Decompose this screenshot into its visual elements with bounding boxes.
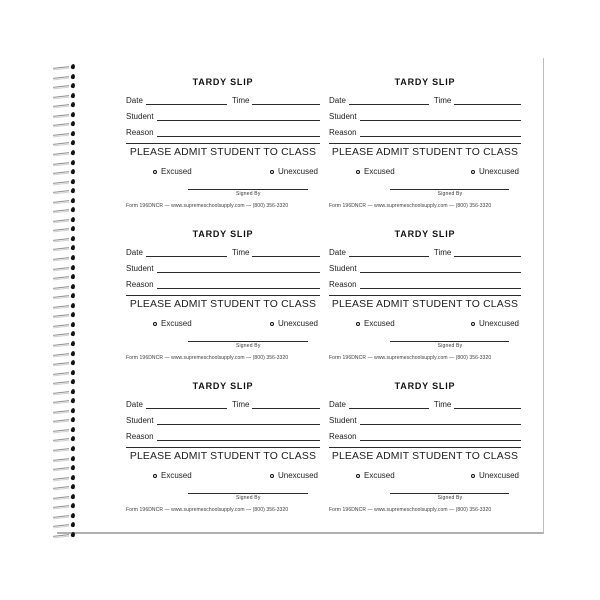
excused-option: [356, 471, 395, 480]
unexcused-option: [471, 319, 519, 328]
date-blank-line: [349, 95, 429, 105]
unexcused-checkbox-icon: [471, 322, 475, 326]
tardy-slip-form: [329, 77, 521, 209]
date-label: Date: [126, 400, 143, 409]
binding-loop: [52, 340, 77, 348]
section-divider: [126, 295, 320, 296]
signature-line: [390, 189, 509, 190]
unexcused-checkbox-icon: [270, 322, 274, 326]
excused-option: [153, 319, 192, 328]
excused-label: Excused: [161, 471, 192, 480]
time-label: Time: [433, 96, 452, 105]
time-label: Time: [231, 96, 250, 105]
signature-block: [390, 189, 509, 197]
reason-label: Reason: [126, 280, 154, 289]
unexcused-option: [471, 471, 519, 480]
time-label: Time: [231, 400, 250, 409]
student-blank-line: [360, 415, 521, 425]
binding-loop: [52, 216, 77, 224]
admit-student-text: PLEASE ADMIT STUDENT TO CLASS: [331, 451, 519, 462]
student-row: [126, 111, 320, 121]
binding-loop: [52, 407, 77, 415]
binding-loop: [52, 521, 77, 529]
excused-option: [356, 167, 395, 176]
slip-title: TARDY SLIP: [394, 381, 456, 391]
binding-loop: [52, 483, 77, 491]
student-row: [329, 111, 521, 121]
student-blank-line: [157, 263, 320, 273]
reason-label: Reason: [126, 128, 154, 137]
tardy-slip-form: [126, 229, 320, 361]
unexcused-option: [270, 167, 318, 176]
binding-loop: [52, 464, 77, 472]
binding-loop: [52, 149, 77, 157]
date-blank-line: [349, 247, 429, 257]
binding-loop: [52, 397, 77, 405]
date-label: Date: [126, 96, 143, 105]
student-row: [126, 415, 320, 425]
binding-loop: [52, 82, 77, 90]
signature-block: [188, 341, 308, 349]
form-footer-text: Form 196DNCR — www.supremeschoolsupply.com — (800) 356-3320: [329, 507, 492, 513]
admit-student-text: PLEASE ADMIT STUDENT TO CLASS: [129, 299, 317, 310]
binding-loop: [52, 197, 77, 205]
unexcused-option: [270, 319, 318, 328]
binding-loop: [52, 292, 77, 300]
date-time-row: [126, 247, 320, 257]
binding-loop: [52, 244, 77, 252]
reason-row: [329, 279, 521, 289]
reason-row: [126, 431, 320, 441]
slip-title: TARDY SLIP: [394, 77, 456, 87]
slip-title: TARDY SLIP: [192, 381, 254, 391]
reason-label: Reason: [329, 280, 357, 289]
form-footer-text: Form 196DNCR — www.supremeschoolsupply.com — (800) 356-3320: [126, 203, 289, 209]
signed-by-label: Signed By: [235, 343, 261, 349]
signature-block: [188, 189, 308, 197]
tardy-slip-form: [329, 381, 521, 513]
unexcused-checkbox-icon: [270, 474, 274, 478]
time-blank-line: [252, 95, 320, 105]
student-label: Student: [329, 416, 357, 425]
reason-row: [329, 431, 521, 441]
excused-checkbox-icon: [153, 322, 157, 326]
student-label: Student: [126, 264, 154, 273]
unexcused-option: [270, 471, 318, 480]
student-row: [126, 263, 320, 273]
binding-loop: [52, 531, 77, 539]
date-time-row: [126, 95, 320, 105]
unexcused-label: Unexcused: [478, 471, 519, 480]
reason-row: [329, 127, 521, 137]
binding-loop: [52, 73, 77, 81]
binding-loop: [52, 350, 77, 358]
binding-loop: [52, 426, 77, 434]
binding-loop: [52, 206, 77, 214]
signature-line: [390, 341, 509, 342]
binding-loop: [52, 493, 77, 501]
slip-title: TARDY SLIP: [192, 229, 254, 239]
section-divider: [126, 447, 320, 448]
admit-student-text: PLEASE ADMIT STUDENT TO CLASS: [129, 147, 317, 158]
binding-loop: [52, 178, 77, 186]
unexcused-checkbox-icon: [471, 170, 475, 174]
student-label: Student: [126, 112, 154, 121]
excused-label: Excused: [364, 471, 395, 480]
binding-loop: [52, 302, 77, 310]
section-divider: [329, 295, 521, 296]
date-time-row: [329, 399, 521, 409]
signed-by-label: Signed By: [235, 191, 261, 197]
binding-loop: [52, 369, 77, 377]
date-time-row: [126, 399, 320, 409]
date-blank-line: [146, 247, 227, 257]
binding-loop: [52, 273, 77, 281]
binding-loop: [52, 502, 77, 510]
excused-checkbox-icon: [153, 474, 157, 478]
binding-loop: [52, 159, 77, 167]
date-blank-line: [146, 95, 227, 105]
signature-line: [390, 493, 509, 494]
binding-loop: [52, 130, 77, 138]
spiral-binding: [52, 63, 78, 533]
binding-loop: [52, 235, 77, 243]
excused-option: [153, 471, 192, 480]
excused-label: Excused: [161, 319, 192, 328]
tardy-slip-form: [126, 381, 320, 513]
date-time-row: [329, 95, 521, 105]
slip-title: TARDY SLIP: [192, 77, 254, 87]
excuse-options-row: [126, 471, 320, 480]
date-label: Date: [126, 248, 143, 257]
binding-loop: [52, 283, 77, 291]
student-label: Student: [329, 264, 357, 273]
signature-block: [390, 493, 509, 501]
signature-line: [188, 493, 308, 494]
unexcused-option: [471, 167, 519, 176]
reason-blank-line: [360, 279, 521, 289]
student-blank-line: [360, 263, 521, 273]
excuse-options-row: [329, 167, 521, 176]
form-footer-text: Form 196DNCR — www.supremeschoolsupply.com — (800) 356-3320: [126, 507, 289, 513]
reason-blank-line: [157, 431, 320, 441]
binding-loop: [52, 330, 77, 338]
binding-loop: [52, 225, 77, 233]
section-divider: [329, 447, 521, 448]
reason-blank-line: [360, 431, 521, 441]
binding-loop: [52, 321, 77, 329]
excused-label: Excused: [364, 167, 395, 176]
tardy-slip-form: [126, 77, 320, 209]
binding-loop: [52, 388, 77, 396]
section-divider: [126, 143, 320, 144]
reason-blank-line: [157, 279, 320, 289]
reason-row: [126, 279, 320, 289]
student-label: Student: [329, 112, 357, 121]
reason-label: Reason: [126, 432, 154, 441]
time-blank-line: [454, 399, 521, 409]
binding-loop: [52, 435, 77, 443]
signature-line: [188, 341, 308, 342]
form-footer-text: Form 196DNCR — www.supremeschoolsupply.com — (800) 356-3320: [126, 355, 289, 361]
binding-loop: [52, 120, 77, 128]
student-row: [329, 263, 521, 273]
binding-loop: [52, 187, 77, 195]
reason-row: [126, 127, 320, 137]
binding-loop: [52, 101, 77, 109]
date-blank-line: [349, 399, 429, 409]
time-blank-line: [454, 247, 521, 257]
reason-label: Reason: [329, 432, 357, 441]
excused-label: Excused: [161, 167, 192, 176]
slip-title: TARDY SLIP: [394, 229, 456, 239]
student-row: [329, 415, 521, 425]
student-blank-line: [157, 111, 320, 121]
excused-checkbox-icon: [356, 170, 360, 174]
excused-option: [356, 319, 395, 328]
tardy-slip-form: [329, 229, 521, 361]
time-blank-line: [252, 247, 320, 257]
signed-by-label: Signed By: [437, 343, 463, 349]
student-blank-line: [157, 415, 320, 425]
unexcused-label: Unexcused: [478, 167, 519, 176]
date-label: Date: [329, 248, 346, 257]
unexcused-label: Unexcused: [277, 319, 318, 328]
binding-loop: [52, 111, 77, 119]
unexcused-checkbox-icon: [270, 170, 274, 174]
excuse-options-row: [329, 319, 521, 328]
signed-by-label: Signed By: [437, 191, 463, 197]
binding-loop: [52, 445, 77, 453]
binding-loop: [52, 92, 77, 100]
time-label: Time: [231, 248, 250, 257]
time-label: Time: [433, 400, 452, 409]
excused-option: [153, 167, 192, 176]
reason-blank-line: [360, 127, 521, 137]
reason-blank-line: [157, 127, 320, 137]
excuse-options-row: [329, 471, 521, 480]
binding-loop: [52, 264, 77, 272]
time-blank-line: [252, 399, 320, 409]
binding-loop: [52, 63, 77, 71]
admit-student-text: PLEASE ADMIT STUDENT TO CLASS: [331, 299, 519, 310]
binding-loop: [52, 474, 77, 482]
signature-block: [188, 493, 308, 501]
signature-block: [390, 341, 509, 349]
date-blank-line: [146, 399, 227, 409]
binding-loop: [52, 455, 77, 463]
unexcused-label: Unexcused: [277, 471, 318, 480]
admit-student-text: PLEASE ADMIT STUDENT TO CLASS: [129, 451, 317, 462]
binding-loop: [52, 512, 77, 520]
binding-loop: [52, 311, 77, 319]
form-footer-text: Form 196DNCR — www.supremeschoolsupply.com — (800) 356-3320: [329, 203, 492, 209]
student-label: Student: [126, 416, 154, 425]
date-label: Date: [329, 400, 346, 409]
date-time-row: [329, 247, 521, 257]
time-label: Time: [433, 248, 452, 257]
excuse-options-row: [126, 167, 320, 176]
excused-checkbox-icon: [153, 170, 157, 174]
excuse-options-row: [126, 319, 320, 328]
binding-loop: [52, 254, 77, 262]
signature-line: [188, 189, 308, 190]
binding-loop: [52, 416, 77, 424]
reason-label: Reason: [329, 128, 357, 137]
binding-loop: [52, 378, 77, 386]
unexcused-checkbox-icon: [471, 474, 475, 478]
unexcused-label: Unexcused: [478, 319, 519, 328]
admit-student-text: PLEASE ADMIT STUDENT TO CLASS: [331, 147, 519, 158]
student-blank-line: [360, 111, 521, 121]
unexcused-label: Unexcused: [277, 167, 318, 176]
date-label: Date: [329, 96, 346, 105]
binding-loop: [52, 359, 77, 367]
time-blank-line: [454, 95, 521, 105]
signed-by-label: Signed By: [437, 495, 463, 501]
section-divider: [329, 143, 521, 144]
binding-loop: [52, 139, 77, 147]
excused-checkbox-icon: [356, 322, 360, 326]
form-footer-text: Form 196DNCR — www.supremeschoolsupply.com — (800) 356-3320: [329, 355, 492, 361]
excused-label: Excused: [364, 319, 395, 328]
signed-by-label: Signed By: [235, 495, 261, 501]
binding-loop: [52, 168, 77, 176]
excused-checkbox-icon: [356, 474, 360, 478]
